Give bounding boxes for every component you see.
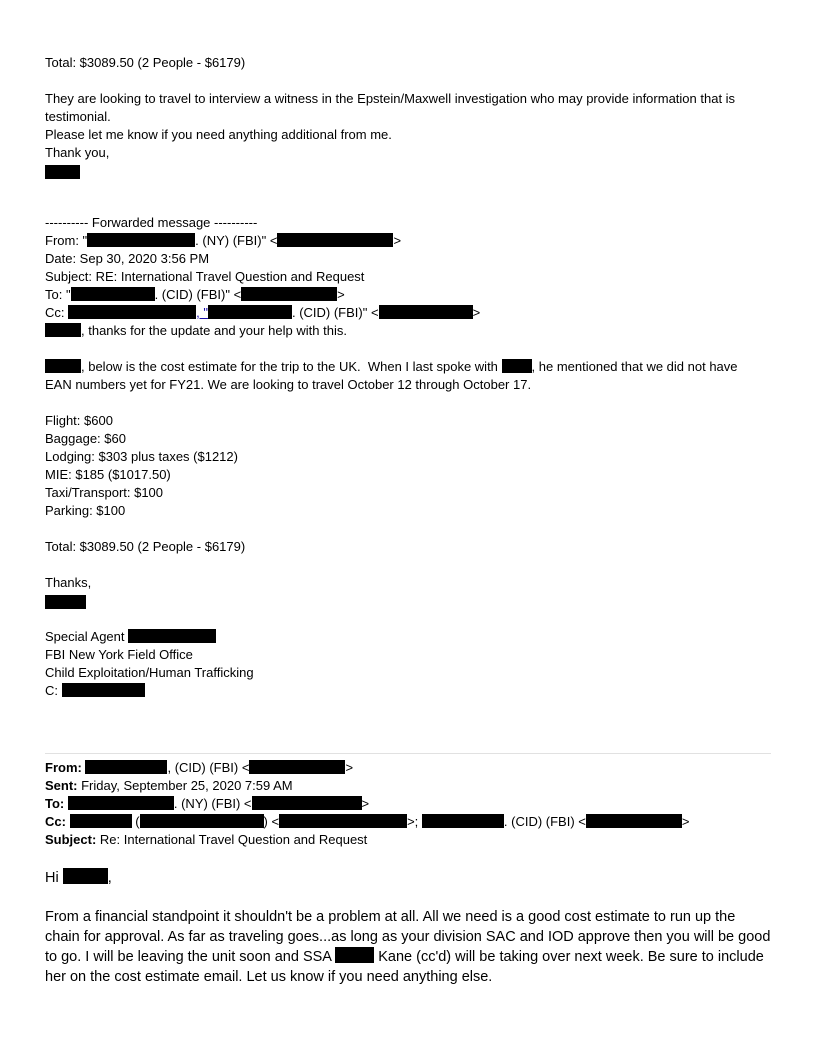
signature-redaction xyxy=(45,164,80,182)
orig-from-end: > xyxy=(345,760,354,775)
orig-to-label: To: xyxy=(45,796,65,811)
redaction xyxy=(379,305,473,319)
orig-from-line xyxy=(45,759,353,777)
fwd-cc-prefix: Cc: xyxy=(45,305,69,320)
orig-cc-mid2: . (CID) (FBI) < xyxy=(503,814,586,829)
orig-subject-value: Re: International Travel Question and Request xyxy=(96,832,368,847)
purpose-line-2: testimonial. xyxy=(45,109,111,124)
fwd-cc-link[interactable]: , " xyxy=(196,305,208,320)
body-line-1: From a financial standpoint it shouldn't be a problem at all. All we need is a good cost estimate to run up the xyxy=(45,909,736,925)
redaction xyxy=(85,760,167,774)
orig-subject-line xyxy=(45,831,367,849)
fwd-cc-end: > xyxy=(472,305,481,320)
redaction xyxy=(70,814,132,828)
body-line-3b: Kane (cc'd) will be taking over next week. Be sure to include xyxy=(374,949,764,965)
fwd-from-prefix: From: " xyxy=(45,233,88,248)
redaction xyxy=(252,796,362,810)
redaction xyxy=(335,947,374,963)
redaction xyxy=(422,814,504,828)
orig-sent-value: Friday, September 25, 2020 7:59 AM xyxy=(77,778,293,793)
cost-item: Flight: $600 xyxy=(45,413,113,428)
fwd-to-line xyxy=(45,286,345,304)
redaction xyxy=(128,629,216,643)
orig-from-label: From: xyxy=(45,760,82,775)
orig-to-end: > xyxy=(361,796,370,811)
redaction xyxy=(241,287,337,301)
forwarded-header: ---------- Forwarded message ---------- xyxy=(45,215,258,230)
redaction xyxy=(140,814,264,828)
redaction xyxy=(208,305,292,319)
cost-item: Lodging: $303 plus taxes ($1212) xyxy=(45,449,238,464)
fwd-from-mid: . (NY) (FBI)" < xyxy=(195,233,278,248)
redaction xyxy=(62,683,145,697)
redaction xyxy=(502,359,532,373)
redaction xyxy=(249,760,345,774)
below-text-b: , he mentioned that we did not have xyxy=(531,359,738,374)
sig-unit-line: Child Exploitation/Human Trafficking xyxy=(45,665,254,680)
fwd-from-line xyxy=(45,232,401,250)
redaction xyxy=(586,814,682,828)
body-line-4: her on the cost estimate email. Let us know if you need anything else. xyxy=(45,969,493,985)
message-divider xyxy=(45,753,771,754)
redaction xyxy=(45,323,81,337)
thanks-update-line xyxy=(45,322,347,340)
sig-title: Special Agent xyxy=(45,629,129,644)
redaction xyxy=(45,359,81,373)
orig-subject-label: Subject: xyxy=(45,832,97,847)
greeting-comma: , xyxy=(107,870,112,886)
fwd-total-line: Total: $3089.50 (2 People - $6179) xyxy=(45,539,246,554)
cost-item: MIE: $185 ($1017.50) xyxy=(45,467,171,482)
greeting-line xyxy=(45,868,112,888)
below-line-2: EAN numbers yet for FY21. We are looking to travel October 12 through October 17. xyxy=(45,377,532,392)
orig-cc-semi: >; xyxy=(407,814,422,829)
body-line-2: chain for approval. As far as traveling goes...as long as your division SAC and IOD approve then you will be good xyxy=(45,929,771,945)
total-line: Total: $3089.50 (2 People - $6179) xyxy=(45,55,246,70)
sig-title-line xyxy=(45,628,216,646)
fwd-cc-line xyxy=(45,304,480,322)
below-text-a: , below is the cost estimate for the trip to the UK. When I last spoke with xyxy=(81,359,502,374)
sig-cell: C: xyxy=(45,683,62,698)
orig-cc-label: Cc: xyxy=(45,814,66,829)
orig-cc-open: ( xyxy=(131,814,140,829)
below-line-1 xyxy=(45,358,738,376)
orig-cc-line xyxy=(45,813,689,831)
redaction xyxy=(71,287,155,301)
redaction xyxy=(279,814,407,828)
redaction xyxy=(63,868,108,884)
please-line: Please let me know if you need anything additional from me. xyxy=(45,127,392,142)
orig-cc-end: > xyxy=(681,814,690,829)
fwd-date-line: Date: Sep 30, 2020 3:56 PM xyxy=(45,251,210,266)
orig-to-mid: . (NY) (FBI) < xyxy=(173,796,252,811)
thanks-update-text: , thanks for the update and your help with this. xyxy=(81,323,347,338)
fwd-cc-mid: . (CID) (FBI)" < xyxy=(291,305,379,320)
fwd-to-end: > xyxy=(337,287,345,302)
fwd-thanks-line: Thanks, xyxy=(45,575,92,590)
cost-item: Taxi/Transport: $100 xyxy=(45,485,164,500)
purpose-line-1: They are looking to travel to interview a witness in the Epstein/Maxwell investigation who may provide information that is xyxy=(45,91,736,106)
cost-item: Parking: $100 xyxy=(45,503,126,518)
thank-you-line: Thank you, xyxy=(45,145,110,160)
orig-to-line xyxy=(45,795,369,813)
orig-sent-line xyxy=(45,777,293,795)
redaction xyxy=(68,305,196,319)
redaction xyxy=(87,233,195,247)
cost-item: Baggage: $60 xyxy=(45,431,126,446)
orig-from-mid: , (CID) (FBI) < xyxy=(167,760,250,775)
fwd-subject-line: Subject: RE: International Travel Question and Request xyxy=(45,269,365,284)
redaction xyxy=(68,796,174,810)
sig-cell-line xyxy=(45,682,145,700)
body-line-3 xyxy=(45,947,764,967)
greeting-text: Hi xyxy=(45,870,63,886)
fwd-to-prefix: To: " xyxy=(45,287,71,302)
fwd-signature-redaction xyxy=(45,594,86,612)
fwd-to-mid: . (CID) (FBI)" < xyxy=(154,287,242,302)
body-line-3a: to go. I will be leaving the unit soon and SSA xyxy=(45,949,336,965)
fwd-from-end: > xyxy=(393,233,402,248)
redaction xyxy=(277,233,393,247)
sig-office-line: FBI New York Field Office xyxy=(45,647,193,662)
orig-sent-label: Sent: xyxy=(45,778,78,793)
orig-cc-close: ) < xyxy=(263,814,280,829)
